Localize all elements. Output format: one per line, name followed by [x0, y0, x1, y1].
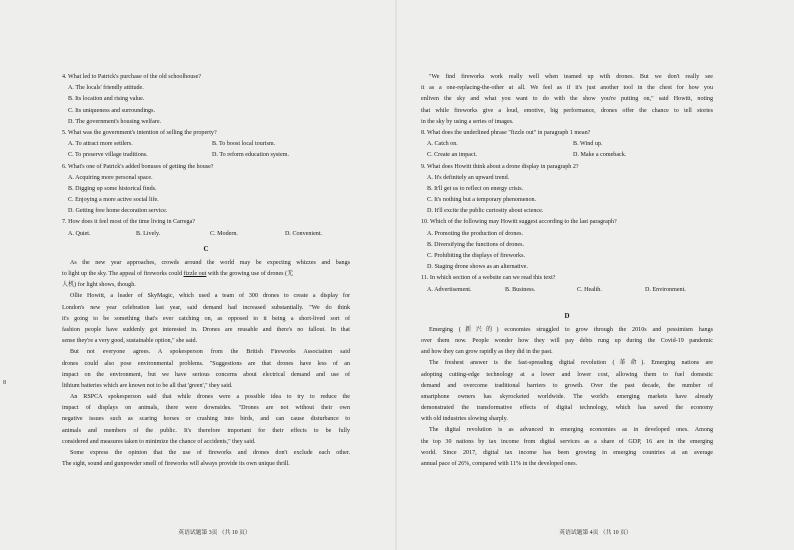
- paragraph-line: considered and measures taken to minimize the chance of accidents," they said.: [62, 438, 256, 445]
- right-column: [421, 72, 713, 470]
- option-b: B. Digging up some historical finds.: [68, 185, 157, 192]
- option-d: D. Staging drone shows as an alternative.: [427, 264, 528, 271]
- exam-page-4: [397, 0, 794, 550]
- option-c: C. Enjoying a more active social life.: [68, 197, 159, 204]
- paragraph-line: world. Since 2017, digital tax income has been growing in emerging countries at an average: [421, 449, 713, 456]
- option-c: C. Prohibiting the displays of fireworks.: [427, 253, 525, 259]
- question-stem: 10. Which of the following may Howitt suggest according to the last paragraph?: [421, 219, 617, 226]
- option-a: A. The locals' friendly attitude.: [68, 85, 144, 92]
- passage-d: [421, 325, 713, 470]
- question-stem: 4. What led to Patrick's purchase of the old schoolhouse?: [62, 74, 202, 80]
- paragraph-line: The freshest answer is the fast-spreading digital revolution (革命). Emerging nations are: [429, 360, 713, 367]
- paragraph-line: demonstrated the transformative effects of digital technology, which has saved the economy: [421, 405, 713, 412]
- paragraph-line: [62, 269, 350, 280]
- option-c: C. Create an impact.: [427, 152, 477, 159]
- paragraph-line: The sight, sound and gunpowder smell of fireworks will always provide its own unique thrill.: [62, 461, 290, 468]
- option-row: [421, 139, 713, 150]
- option-b: B. It'll get us to reflect on energy crisis.: [427, 185, 524, 192]
- paragraph-line: and how they can grow rapidly as they did in the past.: [421, 349, 553, 356]
- question-4: [62, 72, 350, 128]
- paragraph-line: The digital revolution is as advanced in emerging economies as in developed ones. Among: [429, 427, 713, 434]
- paragraph-line: with old industries slowing sharply.: [421, 416, 508, 423]
- paragraph-line: it as a one-replacing-the-other at all. We feel as if it's just another tool in the chest for how you: [421, 85, 713, 92]
- page-footer: 英语试题第 3页 （共 10 页）: [178, 530, 251, 536]
- option-a: A. Quiet.: [68, 230, 91, 237]
- question-9: [421, 162, 713, 218]
- question-8: [421, 128, 713, 162]
- paragraph-line: Ollie Howitt, a leader of SkyMagic, which used a team of 300 drones to create a display for: [70, 293, 350, 300]
- question-stem: 11. In which section of a website can we read this text?: [421, 275, 556, 282]
- option-a: A. To attract more settlers.: [68, 141, 133, 148]
- paragraph-line: "We find fireworks work really well when teamed up with drones. But we don't really see: [429, 74, 713, 80]
- paragraph-line: adopting cutting-edge technology at a lower and lower cost, allowing them to fuel domestic: [421, 371, 713, 378]
- option-row: [62, 139, 350, 150]
- paragraph-line: Emerging (新兴的) economies struggled to grow through the 2010s and pessimism hangs: [429, 326, 713, 333]
- paragraph-line: annual pace of 26%, compared with 11% in the developed ones.: [421, 461, 578, 467]
- option-b: B. Its location and rising value.: [68, 96, 145, 103]
- underlined-phrase: fizzle out: [183, 271, 207, 277]
- option-a: A. It's definitely an upward trend.: [427, 174, 510, 181]
- option-a: A. Catch on.: [427, 141, 458, 148]
- paragraph-line: negative issues such as scaring horses or crashing into birds, and can cause disturbance to: [62, 416, 350, 423]
- paragraph-line: An RSPCA spokesperson said that while drones were a possible idea to try to reduce the: [70, 394, 350, 401]
- option-b: B. Business.: [505, 286, 536, 293]
- paragraph-line: impact on the environment, but we have serious concerns about electrical demand and use of: [62, 371, 350, 378]
- paragraph-line: that while fireworks give a loud, emotive, big performance, drones offer the chance to tell stories: [421, 107, 713, 114]
- question-6: [62, 162, 350, 218]
- option-a: A. Promoting the production of drones.: [427, 230, 523, 237]
- paragraph-line: London's new year celebration last year, said demand had increased substantially. "We do think: [62, 304, 350, 311]
- passage-c-continued: [421, 72, 713, 128]
- paragraph-line: over them now. People wonder how they will pay debts rung up during the Covid-19 pandemic: [421, 337, 713, 344]
- question-7: [62, 217, 350, 239]
- option-b: B. Diversifying the functions of drones.: [427, 241, 524, 248]
- paragraph-line: demand and overcome traditional barriers to growth. Over the past decade, the number of: [421, 382, 713, 389]
- option-d: D. Environment.: [645, 286, 686, 293]
- option-a: A. Acquiring more personal space.: [68, 174, 153, 181]
- option-a: A. Advertisement.: [427, 286, 472, 293]
- option-row: [421, 285, 713, 296]
- passage-c: [62, 258, 350, 471]
- option-c: C. Its uniqueness and surroundings.: [68, 107, 155, 114]
- section-d-title: D: [564, 311, 570, 320]
- text-segment: with the growing use of drones (无: [206, 271, 294, 277]
- question-stem: 8. What does the underlined phrase "fizzle out" in paragraph 1 mean?: [421, 129, 591, 136]
- option-b: B. Wind up.: [573, 141, 603, 148]
- option-d: D. It'll excite the public curiosity about science.: [427, 208, 544, 215]
- option-c: C. To preserve village traditions.: [68, 152, 148, 159]
- paragraph-line: the top 30 nations by tax income from digital services as a share of GDP, 16 are in the emerging: [421, 438, 713, 445]
- paragraph-line: enliven the sky and what you want to do with the show you're putting on," said Howitt, noting: [421, 96, 713, 103]
- paragraph-line: Some express the opinion that the use of fireworks and drones don't exclude each other.: [70, 450, 350, 456]
- paragraph-line: animals and members of the public. It's therefore important for their effects to be fully: [62, 427, 350, 434]
- question-10: [421, 217, 713, 273]
- question-stem: 5. What was the government's intention of selling the property?: [62, 129, 217, 136]
- paragraph-line: it's going to be something that's ever catching on, as opposed to it being a short-lived sort of: [62, 315, 350, 322]
- left-column: [62, 72, 350, 470]
- margin-mark: 8: [3, 380, 6, 386]
- page-footer: 英语试题第 4页 （共 10 页）: [559, 530, 632, 536]
- paragraph-line: But not everyone agrees. A spokesperson from the British Fireworks Association said: [70, 349, 350, 356]
- paragraph-line: smartphone owners has skyrocketed worldwide. The world's emerging markets have already: [421, 393, 713, 400]
- question-stem: 6. What's one of Patrick's added bonuses of getting the house?: [62, 163, 214, 170]
- paragraph-line: fashion people have suddenly got interested in. Drones are reusable and there's no fallout. In that: [62, 326, 350, 333]
- option-d: D. The government's housing welfare.: [68, 118, 162, 125]
- option-row: [421, 150, 713, 161]
- paragraph-line: As the new year approaches, crowds around the world may be expecting whizzes and bangs: [70, 259, 350, 266]
- option-row: [62, 229, 350, 240]
- paragraph-line: 人机) for light shows, though.: [62, 282, 136, 289]
- option-row: [62, 150, 350, 161]
- paragraph-line: sense they're a very good, sustainable option," she said.: [62, 338, 198, 345]
- question-5: [62, 128, 350, 162]
- option-b: B. To boost local tourism.: [212, 141, 276, 148]
- option-d: D. To reform education system.: [212, 152, 289, 159]
- paragraph-line: in the sky by using a series of images.: [421, 118, 514, 125]
- paragraph-line: drones could also pose environmental problems. "Suggestions are that drones have less of an: [62, 360, 350, 367]
- option-c: C. Health.: [577, 286, 602, 293]
- option-b: B. Lively.: [136, 230, 161, 237]
- text-segment: to light up the sky. The appeal of fireworks could: [62, 271, 184, 277]
- option-c: C. Modern.: [210, 230, 238, 237]
- option-d: D. Convenient.: [285, 230, 323, 237]
- question-11: [421, 273, 713, 295]
- paragraph-line: impact of displays on animals, there were downsides. "Drones are not without their own: [62, 405, 350, 412]
- paragraph-line: lithium batteries which are known not to be all that 'green'," they said.: [62, 382, 233, 389]
- option-d: D. Getting free home decoration service.: [68, 208, 168, 215]
- option-c: C. It's nothing but a temporary phenomenon.: [427, 197, 537, 204]
- section-c-title: C: [203, 244, 209, 253]
- option-d: D. Make a comeback.: [573, 152, 627, 159]
- question-stem: 7. How does it feel most of the time living in Carrega?: [62, 219, 196, 226]
- question-stem: 9. What does Howitt think about a drone display in paragraph 2?: [421, 163, 579, 170]
